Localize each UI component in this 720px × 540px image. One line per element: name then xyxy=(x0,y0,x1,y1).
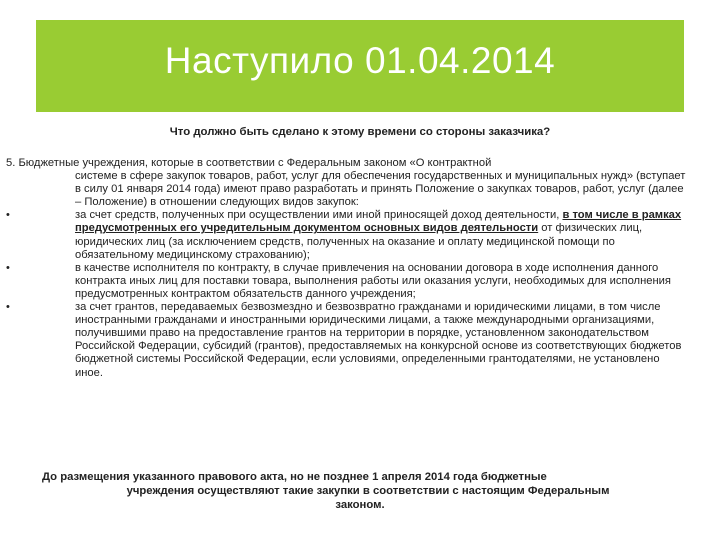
intro-paragraph xyxy=(6,157,686,209)
bullet-icon: • xyxy=(6,301,10,314)
bullet-text: за счет грантов, передаваемых безвозмездно и безвозвратно гражданами и юридическими лицами, в том числе иностранными гражданами и иностранными юридическими лицами, а также международными организациями, получившими право на предоставление грантов на территории в порядке, установленном законодательством Российской Федерации, субсидий (грантов), предоставляемых на конкурсной основе из соответствующих бюджетов бюджетной системы Российской Федерации, если условиями, определенными грантодателями, не установлено иное. xyxy=(75,301,682,379)
conclusion-line-1: До размещения указанного правового акта, но не позднее 1 апреля 2014 года бюджетные xyxy=(42,471,547,483)
bullet-text: в качестве исполнителя по контракту, в случае привлечения на основании договора в ходе исполнения данного контракта иных лиц для поставки товара, выполнения работы или оказания услуги, необходимых для исполнения предусмотренных контрактом обязательств данного учреждения; xyxy=(75,261,671,300)
list-item xyxy=(6,301,686,380)
conclusion xyxy=(36,470,684,512)
bullet-text-after: от физических лиц, юридических лиц (за исключением средств, полученных на оказание и оплату медицинской помощи по обязательному медицинскому страхованию); xyxy=(75,222,643,261)
conclusion-line-3: законом. xyxy=(335,499,385,511)
conclusion-line-2: учреждения осуществляют такие закупки в соответствии с настоящим Федеральным xyxy=(126,485,610,497)
slide-title: Наступило 01.04.2014 xyxy=(164,40,556,81)
bullet-list xyxy=(6,209,686,379)
bullet-emphasis: в том числе в рамках предусмотренных его учредительным документом основных видов деятельности xyxy=(75,209,682,235)
bullet-icon: • xyxy=(6,209,10,222)
list-item xyxy=(6,262,686,301)
list-item xyxy=(6,209,686,261)
bullet-icon: • xyxy=(6,261,10,274)
bullet-text: за счет средств, полученных при осуществлении ими иной приносящей доход деятельности, xyxy=(75,209,560,222)
slide-question: Что должно быть сделано к этому времени со стороны заказчика? xyxy=(169,126,551,138)
intro-first-line: 5. Бюджетные учреждения, которые в соответствии с Федеральным законом «О контрактной xyxy=(6,157,492,169)
intro-continuation: системе в сфере закупок товаров, работ, услуг для обеспечения государственных и муниципальных нужд» (вступает в силу 01 января 2014 года) имеют право разработать и принять Положение о закупках товаров, работ, услуг (далее – Положение) в отношении следующих видов закупок: xyxy=(75,170,686,209)
body-text xyxy=(6,157,686,380)
title-banner xyxy=(36,20,684,112)
